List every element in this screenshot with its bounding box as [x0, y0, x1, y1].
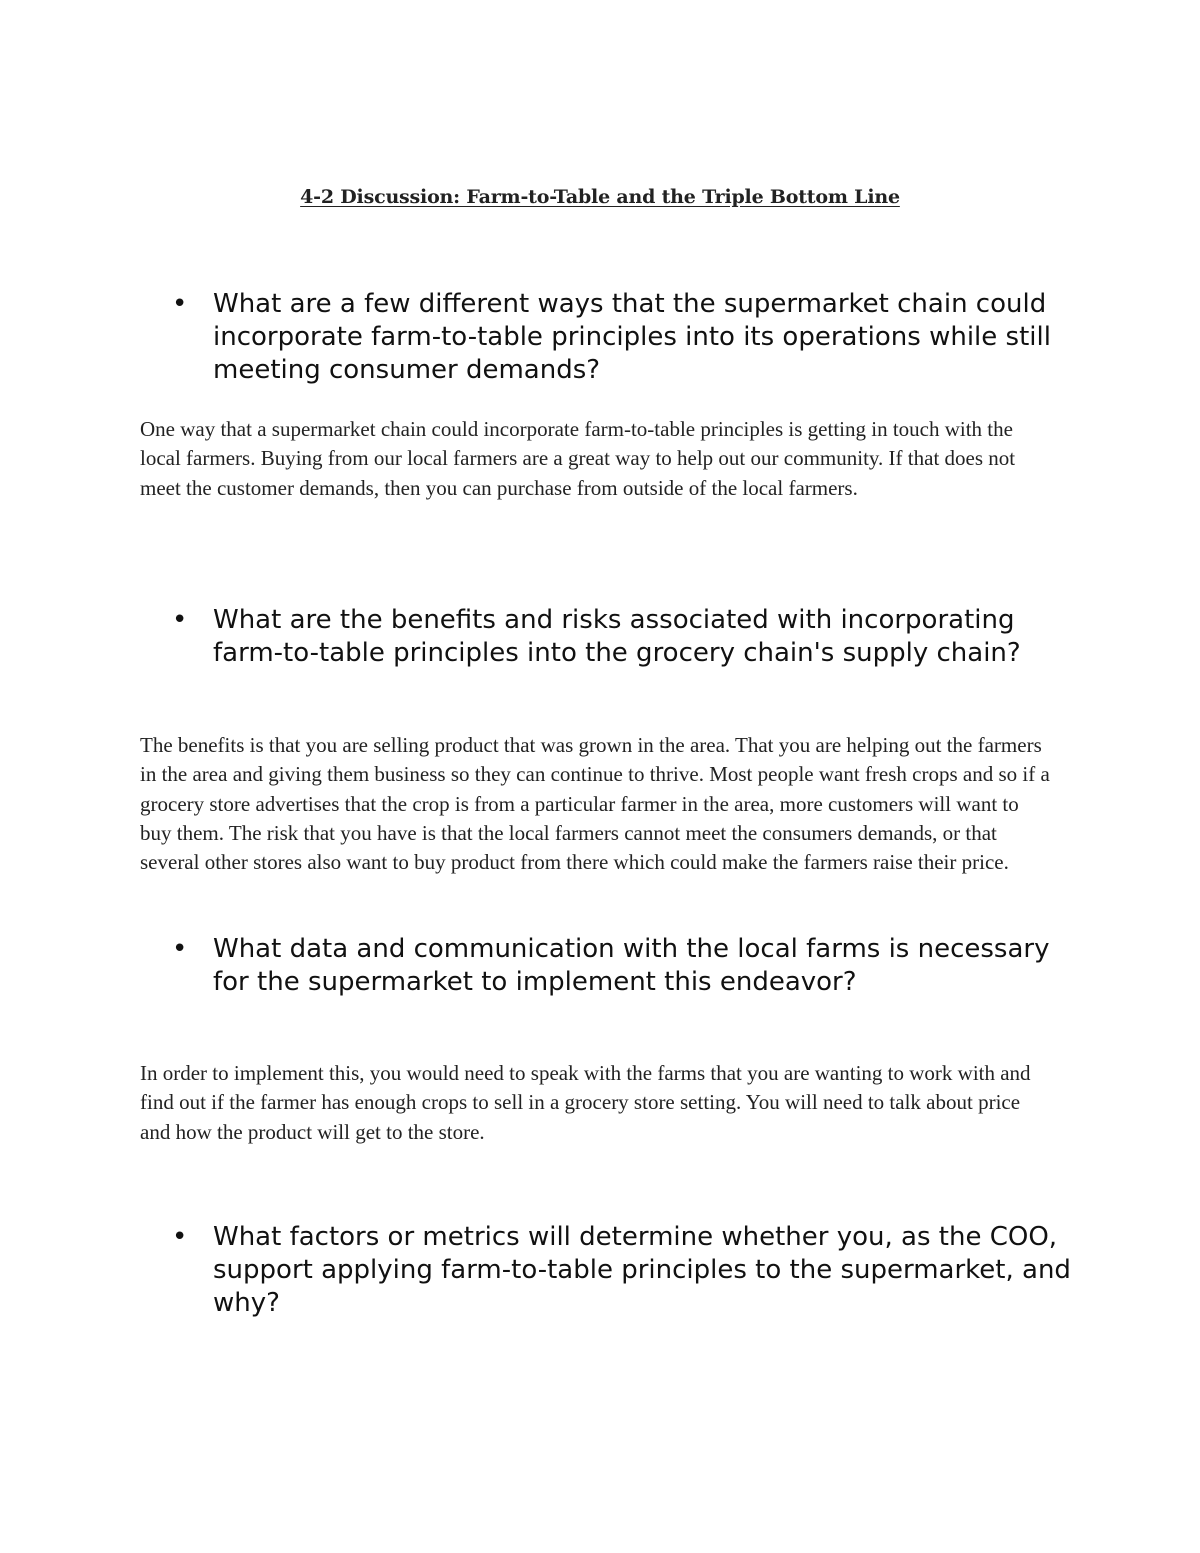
- question-2: What are the benefits and risks associated with incorporating farm-to-table principles into the grocery chain's supply chain?: [213, 605, 1021, 668]
- question-4: What factors or metrics will determine whether you, as the COO, support applying farm-to-table principles to the supermarket, and why?: [213, 1222, 1071, 1318]
- question-3: What data and communication with the local farms is necessary for the supermarket to implement this endeavor?: [213, 934, 1050, 997]
- question-1: What are a few different ways that the supermarket chain could incorporate farm-to-table principles into its operations while still meeting consumer demands?: [213, 289, 1051, 385]
- bullet-icon: •: [172, 1222, 188, 1252]
- answer-3: In order to implement this, you would need to speak with the farms that you are wanting to work with and find out if the farmer has enough crops to sell in a grocery store setting. You will need to talk about price and how the product will get to the store.: [140, 1061, 1031, 1144]
- answer-1: One way that a supermarket chain could incorporate farm-to-table principles is getting in touch with the local farmers. Buying from our local farmers are a great way to help out our community. If that does not meet the customer demands, then you can purchase from outside of the local farmers.: [140, 417, 1016, 500]
- answer-2: The benefits is that you are selling product that was grown in the area. That you are helping out the farmers in the area and giving them business so they can continue to thrive. Most people want fresh crops and so if a grocery store advertises that the crop is from a particular farmer in the area, more customers will want to buy them. The risk that you have is that the local farmers cannot meet the consumers demands, or that several other stores also want to buy product from there which could make the farmers raise their price.: [140, 733, 1050, 875]
- bullet-icon: •: [172, 605, 188, 635]
- document-title: 4-2 Discussion: Farm-to-Table and the Triple Bottom Line: [300, 186, 900, 208]
- bullet-icon: •: [172, 289, 188, 319]
- bullet-icon: •: [172, 934, 188, 964]
